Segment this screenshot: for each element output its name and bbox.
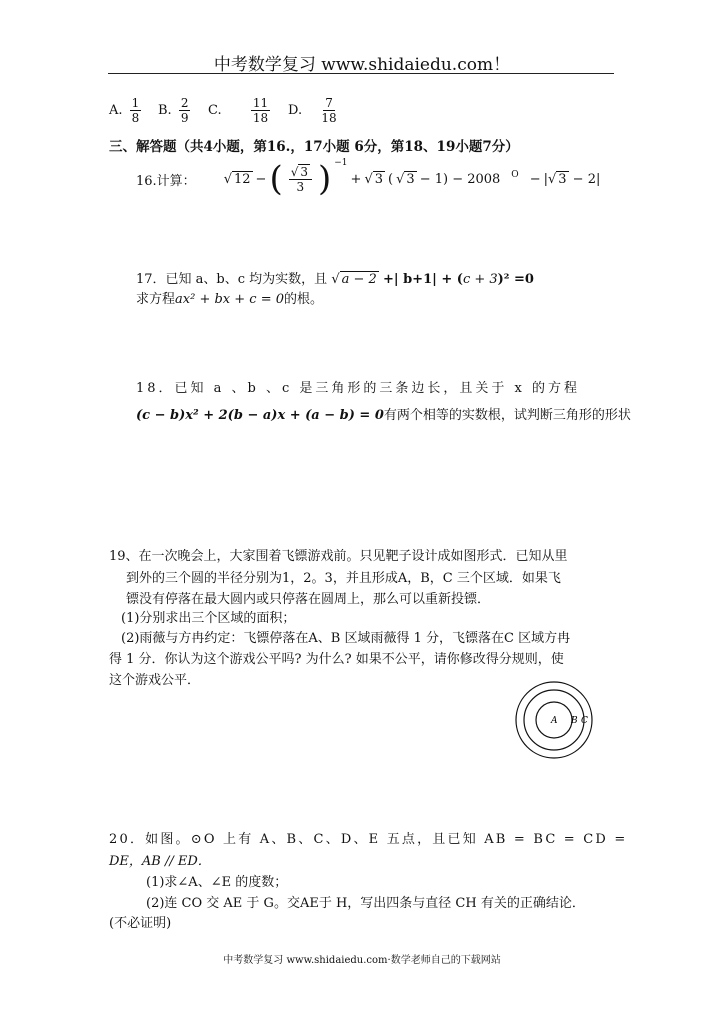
section-title: 三、解答题（共4小题，第16.，17小题 6分，第18、19小题7分） <box>109 139 519 155</box>
question-19-line7: 这个游戏公平． <box>109 673 201 688</box>
region-label-b: B <box>571 716 578 726</box>
q16-sqrt12: √ 12 <box>223 171 251 187</box>
q16-fraction: $\frac{√ 3}{3}$ <box>289 165 312 194</box>
question-17-line1: 17．已知 a、b、c 均为实数，且 √ a − 2 +| b+1| + (c + 3)² =0 <box>136 272 534 287</box>
option-c-letter: C. <box>208 103 222 118</box>
option-d <box>288 96 340 125</box>
region-label-a: A <box>551 716 558 726</box>
question-17-line2: 求方程ax² + bx + c = 0的根。 <box>136 292 324 307</box>
question-19-line2: 到外的三个圆的半径分别为1，2。3，并且形成A，B，C 三个区域．如果飞 <box>126 571 561 586</box>
question-20-line3: (1)求∠A、∠E 的度数； <box>146 875 288 890</box>
option-c <box>208 96 273 125</box>
question-19-line5: (2)雨薇与方冉约定：飞镖停落在A、B 区域雨薇得 1 分，飞镖落在C 区域方冉 <box>121 631 571 646</box>
header-rule <box>108 73 614 74</box>
question-16: 16.计算： √ 12 − ( $\frac{√ 3}{3}$ ) −1 + √ 3 ( √ 3 − 1) − 2008 O − |√ 3 − 2| <box>136 158 601 199</box>
option-d-letter: D. <box>288 103 303 118</box>
option-b-fraction: $\frac{2}{9}$ <box>180 96 189 125</box>
option-a <box>109 96 144 125</box>
question-19-line6: 得 1 分．你认为这个游戏公平吗? 为什么? 如果不公平，请你修改得分规则，使 <box>109 652 564 667</box>
option-b <box>158 96 193 125</box>
question-20-line2: DE，AB // ED． <box>109 854 211 869</box>
question-19-line4: (1)分别求出三个区域的面积； <box>121 611 296 626</box>
question-18-line2: (c − b)x² + 2(b − a)x + (a − b) = 0有两个相等的实数根，试判断三角形的形状 <box>136 408 631 423</box>
question-19-line1: 19、在一次晚会上，大家围着飞镖游戏前。只见靶子设计成如图形式．已知从里 <box>109 549 568 564</box>
question-20-line4: (2)连 CO 交 AE 于 G。交AE于 H，写出四条与直径 CH 有关的正确结论． <box>146 896 585 911</box>
question-19-line3: 镖没有停落在最大圆内或只停落在圆周上，那么可以重新投镖． <box>126 592 491 607</box>
option-b-letter: B. <box>158 103 172 118</box>
question-20-line5: (不必证明) <box>109 916 172 931</box>
q16-exponent: −1 <box>334 158 348 168</box>
dartboard-figure <box>504 680 604 760</box>
page-footer: 中考数学复习 www.shidaiedu.com·数学老师自己的下载网站 <box>223 955 501 966</box>
q16-label: 16.计算： <box>136 173 196 189</box>
option-a-letter: A. <box>109 103 123 118</box>
option-a-fraction: $\frac{1}{8}$ <box>131 96 140 125</box>
page-header: 中考数学复习 www.shidaiedu.com！ <box>213 55 511 75</box>
region-label-c: C <box>581 716 588 726</box>
option-c-fraction: $\frac{11}{18}$ <box>252 96 269 125</box>
question-20-line1: 20．如图。⊙O 上有 A、B、C、D、E 五点，且已知 AB = BC = CD = <box>109 832 628 847</box>
option-d-fraction: $\frac{7}{18}$ <box>321 96 337 125</box>
question-18-line1: 18．已知 a 、b 、c 是三角形的三条边长，且关于 x 的方程 <box>136 381 581 396</box>
